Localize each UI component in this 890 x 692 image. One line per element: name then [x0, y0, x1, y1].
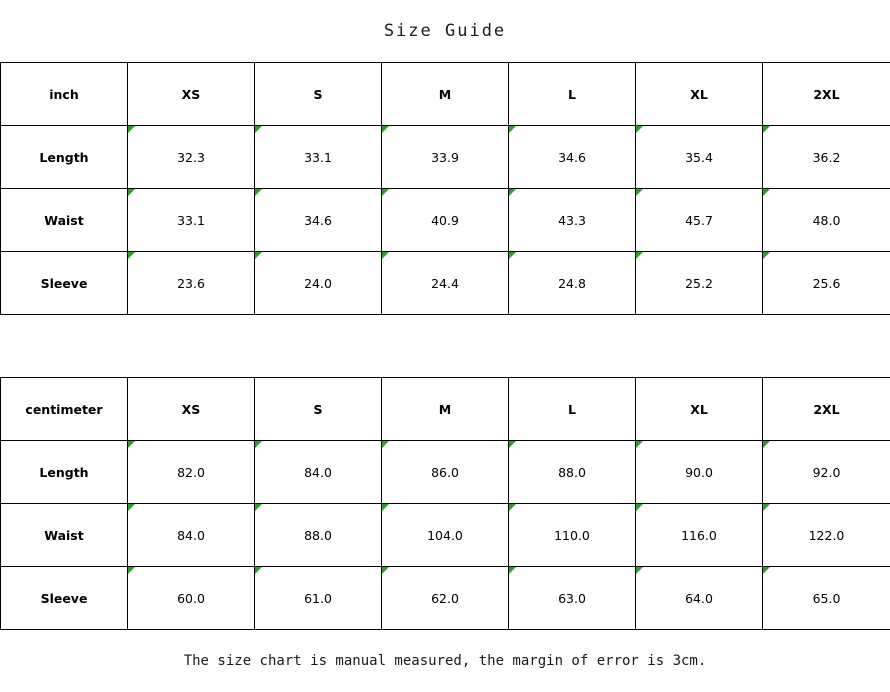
cell-sleeve-m: 62.0 [382, 567, 509, 630]
footer-note: The size chart is manual measured, the margin of error is 3cm. [0, 630, 890, 692]
size-header-xl: XL [636, 378, 763, 441]
table-row [1, 567, 890, 630]
cell-sleeve-xs: 23.6 [128, 252, 255, 315]
row-label-waist: Waist [1, 504, 128, 567]
unit-label: centimeter [1, 378, 128, 441]
corner-marker-icon [636, 252, 643, 259]
cell-waist-xs: 33.1 [128, 189, 255, 252]
cell-length-m: 33.9 [382, 126, 509, 189]
corner-marker-icon [763, 504, 770, 511]
cell-sleeve-xl: 64.0 [636, 567, 763, 630]
size-header-l: L [509, 63, 636, 126]
corner-marker-icon [763, 441, 770, 448]
corner-marker-icon [255, 504, 262, 511]
cell-length-l: 88.0 [509, 441, 636, 504]
table-row [1, 189, 890, 252]
corner-marker-icon [509, 126, 516, 133]
table-row [1, 126, 890, 189]
corner-marker-icon [763, 126, 770, 133]
cell-waist-s: 88.0 [255, 504, 382, 567]
corner-marker-icon [255, 126, 262, 133]
corner-marker-icon [382, 441, 389, 448]
cell-length-xl: 35.4 [636, 126, 763, 189]
cell-sleeve-m: 24.4 [382, 252, 509, 315]
corner-marker-icon [509, 252, 516, 259]
cell-length-xl: 90.0 [636, 441, 763, 504]
corner-marker-icon [763, 567, 770, 574]
row-label-length: Length [1, 126, 128, 189]
row-label-waist: Waist [1, 189, 128, 252]
corner-marker-icon [636, 126, 643, 133]
cell-waist-2xl: 48.0 [763, 189, 890, 252]
corner-marker-icon [509, 504, 516, 511]
size-header-m: M [382, 378, 509, 441]
cell-length-s: 84.0 [255, 441, 382, 504]
cell-sleeve-xl: 25.2 [636, 252, 763, 315]
size-header-s: S [255, 63, 382, 126]
table-row [1, 441, 890, 504]
corner-marker-icon [128, 126, 135, 133]
cell-waist-m: 40.9 [382, 189, 509, 252]
cell-waist-xl: 116.0 [636, 504, 763, 567]
corner-marker-icon [763, 252, 770, 259]
size-header-xl: XL [636, 63, 763, 126]
cell-waist-l: 43.3 [509, 189, 636, 252]
cell-waist-xl: 45.7 [636, 189, 763, 252]
cell-sleeve-l: 24.8 [509, 252, 636, 315]
page-title: Size Guide [0, 0, 890, 62]
table-separator [0, 315, 890, 377]
corner-marker-icon [636, 441, 643, 448]
corner-marker-icon [636, 567, 643, 574]
cell-sleeve-l: 63.0 [509, 567, 636, 630]
cell-waist-m: 104.0 [382, 504, 509, 567]
table-row [1, 252, 890, 315]
cell-waist-2xl: 122.0 [763, 504, 890, 567]
corner-marker-icon [128, 189, 135, 196]
size-table-inch [0, 62, 890, 315]
cell-sleeve-xs: 60.0 [128, 567, 255, 630]
corner-marker-icon [509, 189, 516, 196]
size-header-xs: XS [128, 378, 255, 441]
table-header-row [1, 63, 890, 126]
corner-marker-icon [509, 567, 516, 574]
cell-length-l: 34.6 [509, 126, 636, 189]
cell-waist-s: 34.6 [255, 189, 382, 252]
cell-sleeve-s: 61.0 [255, 567, 382, 630]
row-label-length: Length [1, 441, 128, 504]
corner-marker-icon [763, 189, 770, 196]
size-table-centimeter [0, 377, 890, 630]
cell-length-2xl: 92.0 [763, 441, 890, 504]
corner-marker-icon [128, 504, 135, 511]
corner-marker-icon [382, 126, 389, 133]
cell-length-xs: 82.0 [128, 441, 255, 504]
table-header-row [1, 378, 890, 441]
cell-waist-l: 110.0 [509, 504, 636, 567]
cell-length-m: 86.0 [382, 441, 509, 504]
corner-marker-icon [382, 252, 389, 259]
size-header-s: S [255, 378, 382, 441]
corner-marker-icon [509, 441, 516, 448]
cell-sleeve-2xl: 65.0 [763, 567, 890, 630]
corner-marker-icon [255, 441, 262, 448]
size-header-m: M [382, 63, 509, 126]
corner-marker-icon [382, 504, 389, 511]
corner-marker-icon [255, 189, 262, 196]
corner-marker-icon [128, 567, 135, 574]
corner-marker-icon [636, 189, 643, 196]
row-label-sleeve: Sleeve [1, 567, 128, 630]
cell-length-xs: 32.3 [128, 126, 255, 189]
cell-length-s: 33.1 [255, 126, 382, 189]
corner-marker-icon [382, 567, 389, 574]
cell-sleeve-s: 24.0 [255, 252, 382, 315]
cell-sleeve-2xl: 25.6 [763, 252, 890, 315]
corner-marker-icon [255, 252, 262, 259]
size-header-2xl: 2XL [763, 63, 890, 126]
corner-marker-icon [636, 504, 643, 511]
unit-label: inch [1, 63, 128, 126]
corner-marker-icon [382, 189, 389, 196]
corner-marker-icon [128, 441, 135, 448]
cell-length-2xl: 36.2 [763, 126, 890, 189]
table-row [1, 504, 890, 567]
corner-marker-icon [255, 567, 262, 574]
corner-marker-icon [128, 252, 135, 259]
size-header-l: L [509, 378, 636, 441]
size-header-xs: XS [128, 63, 255, 126]
row-label-sleeve: Sleeve [1, 252, 128, 315]
cell-waist-xs: 84.0 [128, 504, 255, 567]
size-header-2xl: 2XL [763, 378, 890, 441]
